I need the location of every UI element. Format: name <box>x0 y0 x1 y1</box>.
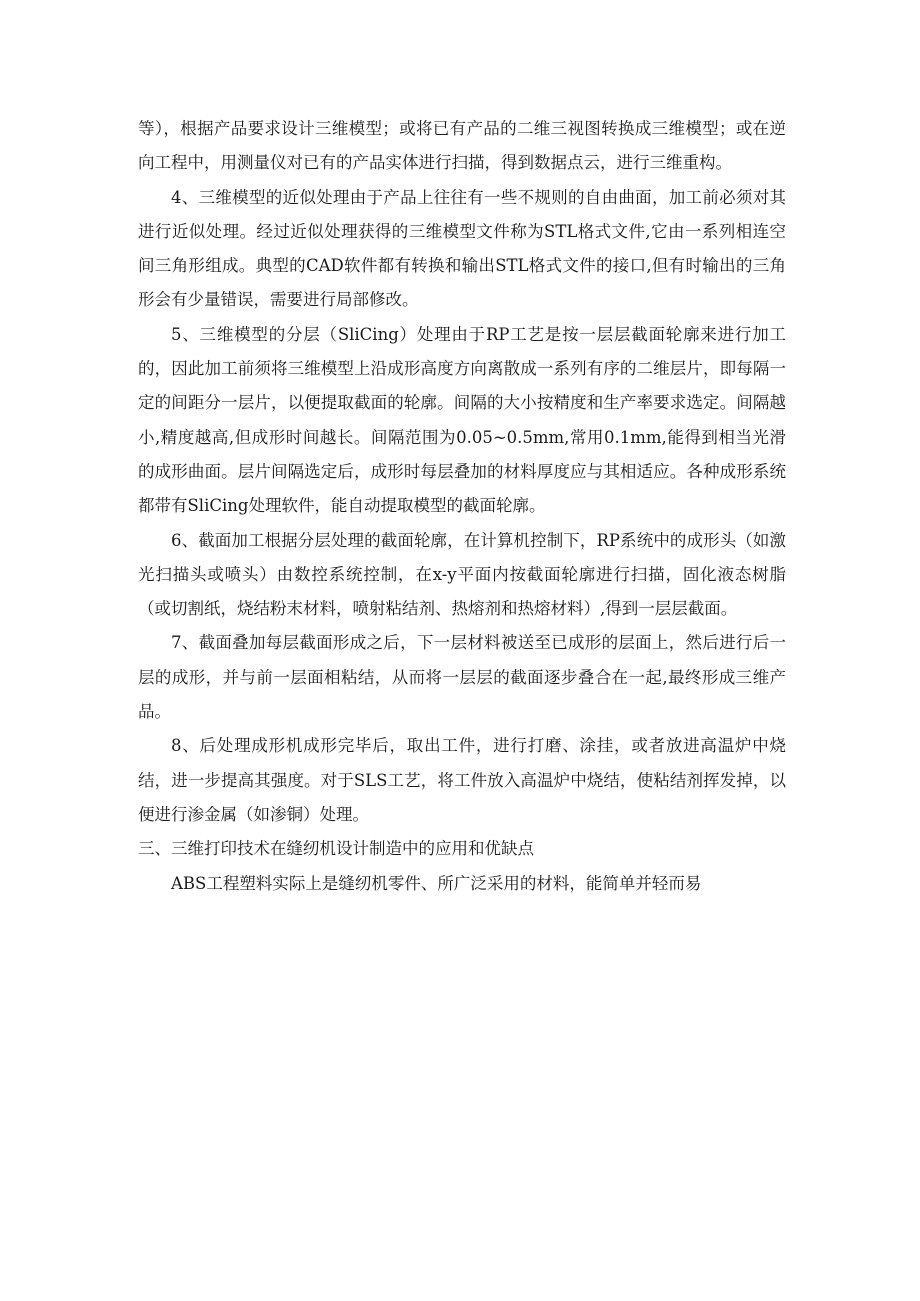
paragraph-step-6: 6、截面加工根据分层处理的截面轮廓，在计算机控制下，RP系统中的成形头（如激光扫描头或喷头）由数控系统控制，在x-y平面内按截面轮廓进行扫描，固化液态树脂（或切割纸，烧结粉末材料，喷射粘结剂、热熔剂和热熔材料）,得到一层层截面。 <box>138 530 786 619</box>
paragraph-step-7: 7、截面叠加每层截面形成之后，下一层材料被送至已成形的层面上，然后进行后一层的成形，并与前一层面相粘结，从而将一层层的截面逐步叠合在一起,最终形成三维产品。 <box>138 633 786 722</box>
paragraph-intro: 等），根据产品要求设计三维模型；或将已有产品的二维三视图转换成三维模型；或在逆向工程中，用测量仪对已有的产品实体进行扫描，得到数据点云，进行三维重构。 <box>138 119 786 173</box>
paragraph-abs: ABS工程塑料实际上是缝纫机零件、所广泛采用的材料，能简单并轻而易 <box>171 873 702 893</box>
paragraph-step-5: 5、三维模型的分层（SliCing）处理由于RP工艺是按一层层截面轮廓来进行加工的，因此加工前须将三维模型上沿成形高度方向离散成一系列有序的二维层片，即每隔一定的间距分一层片，以便提取截面的轮廓。间隔的大小按精度和生产率要求选定。间隔越小,精度越高,但成形时间越长。间隔范围为0.05~0.5mm,常用0.1mm,能得到相当光滑的成形曲面。层片间隔选定后，成形时每层叠加的材料厚度应与其相适应。各种成形系统都带有SliCing处理软件，能自动提取模型的截面轮廓。 <box>138 324 786 516</box>
paragraph-step-4: 4、三维模型的近似处理由于产品上往往有一些不规则的自由曲面，加工前必须对其进行近似处理。经过近似处理获得的三维模型文件称为STL格式文件,它由一系列相连空间三角形组成。典型的CAD软件都有转换和输出STL格式文件的接口,但有时输出的三角形会有少量错误，需要进行局部修改。 <box>138 187 786 310</box>
document-page <box>138 112 786 901</box>
paragraph-step-8: 8、后处理成形机成形完毕后，取出工件，进行打磨、涂挂，或者放进高温炉中烧结，进一步提高其强度。对于SLS工艺，将工件放入高温炉中烧结，使粘结剂挥发掉，以便进行渗金属（如渗铜）处理。 <box>138 736 786 824</box>
section-heading: 三、三维打印技术在缝纫机设计制造中的应用和优缺点 <box>138 839 534 859</box>
